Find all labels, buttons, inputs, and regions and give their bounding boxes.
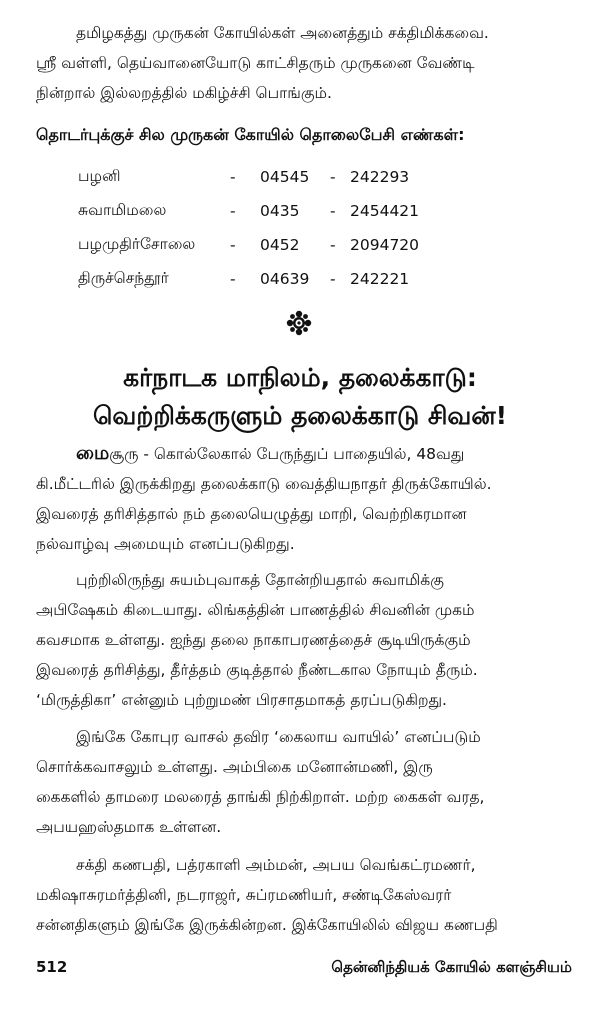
flower-ornament-icon — [286, 310, 312, 336]
article-title-line-2: வெற்றிக்கருளும் தலைக்காடு சிவன்! — [92, 401, 508, 430]
paragraph-3-line-4: அபயஹஸ்தமாக உள்ளன. — [36, 818, 222, 836]
article-paragraph-4 — [36, 850, 576, 940]
separator: - — [330, 168, 336, 186]
separator: - — [330, 202, 336, 220]
intro-line-2: ஸ்ரீ வள்ளி, தெய்வானையோடு காட்சிதரும் முருகனை வேண்டி — [36, 54, 475, 72]
paragraph-2-line-2: அபிஷேகம் கிடையாது. லிங்கத்தின் பாணத்தில் சிவனின் முகம் — [36, 601, 475, 619]
article-paragraph-2 — [36, 565, 576, 715]
paragraph-1-line-2: கி.மீட்டரில் இருக்கிறது தலைக்காடு வைத்தியநாதர் திருக்கோயில். — [36, 475, 492, 493]
paragraph-3-line-1: இங்கே கோபுர வாசல் தவிர ‘கைலாய வாயில்’ எனப்படும் — [76, 728, 481, 746]
paragraph-2-line-1: புற்றிலிருந்து சுயம்புவாகத் தோன்றியதால் சுவாமிக்கு — [76, 571, 444, 589]
separator: - — [330, 236, 336, 254]
std-code: 04639 — [260, 270, 310, 288]
phone-number: 242221 — [350, 270, 410, 288]
temple-name: பழமுதிர்சோலை — [78, 235, 196, 253]
intro-paragraph — [36, 18, 576, 108]
phone-number: 242293 — [350, 168, 410, 186]
phone-number: 2094720 — [350, 236, 420, 254]
phone-row — [78, 228, 518, 262]
separator: - — [230, 202, 236, 220]
phone-list — [78, 160, 518, 296]
paragraph-3-line-3: கைகளில் தாமரை மலரைத் தாங்கி நிற்கிறாள். மற்ற கைகள் வரத, — [36, 788, 485, 806]
paragraph-2-line-3: கவசமாக உள்ளது. ஐந்து தலை நாகாபரணத்தைச் சூடியிருக்கும் — [36, 631, 471, 649]
paragraph-2-line-5: ‘மிருத்திகா’ என்னும் புற்றுமண் பிரசாதமாகத் தரப்படுகிறது. — [36, 691, 447, 709]
separator: - — [230, 236, 236, 254]
article-paragraph-3 — [36, 722, 576, 842]
paragraph-2-line-4: இவரைத் தரிசித்து, தீர்த்தம் குடித்தால் நீண்டகால நோயும் தீரும். — [36, 661, 478, 679]
paragraph-1-line-4: நல்வாழ்வு அமையும் எனப்படுகிறது. — [36, 535, 295, 553]
temple-name: பழனி — [78, 167, 121, 185]
intro-line-1: தமிழகத்து முருகன் கோயில்கள் அனைத்தும் சக்திமிக்கவை. — [76, 24, 489, 42]
paragraph-1-line-1 — [36, 438, 576, 469]
separator: - — [230, 270, 236, 288]
paragraph-4-line-1: சக்தி கணபதி, பத்ரகாளி அம்மன், அபய வெங்கட்ரமணர், — [76, 856, 476, 874]
intro-line-3: நின்றால் இல்லறத்தில் மகிழ்ச்சி பொங்கும். — [36, 84, 332, 102]
page-number: 512 — [36, 958, 68, 976]
article-title-line-1: கர்நாடக மாநிலம், தலைக்காடு: — [123, 363, 477, 392]
book-title: தென்னிந்தியக் கோயில் களஞ்சியம் — [331, 958, 572, 976]
separator: - — [330, 270, 336, 288]
phone-list-heading: தொடர்புக்குச் சில முருகன் கோயில் தொலைபேசி எண்கள்: — [36, 125, 465, 144]
paragraph-1-line-3: இவரைத் தரிசித்தால் நம் தலையெழுத்து மாறி, வெற்றிகரமான — [36, 505, 467, 523]
phone-row — [78, 194, 518, 228]
article-paragraph-1 — [36, 438, 576, 559]
paragraph-4-line-3: சன்னதிகளும் இங்கே இருக்கின்றன. இக்கோயிலில் விஜய கணபதி — [36, 916, 498, 934]
std-code: 0452 — [260, 236, 300, 254]
phone-number: 2454421 — [350, 202, 420, 220]
phone-row — [78, 160, 518, 194]
paragraph-1-line-1-text: சூரு - கொல்லேகால் பேருந்துப் பாதையில், 48வது — [109, 445, 465, 463]
temple-name: சுவாமிமலை — [78, 201, 167, 219]
std-code: 04545 — [260, 168, 310, 186]
drop-lead-letter: மை — [76, 442, 110, 464]
temple-name: திருச்செந்தூர் — [78, 269, 169, 287]
paragraph-3-line-2: சொர்க்கவாசலும் உள்ளது. அம்பிகை மனோன்மணி, இரு — [36, 758, 433, 776]
separator: - — [230, 168, 236, 186]
phone-row — [78, 262, 518, 296]
paragraph-4-line-2: மகிஷாசுரமர்த்தினி, நடராஜர், சுப்ரமணியர், சண்டிகேஸ்வரர் — [36, 886, 452, 904]
std-code: 0435 — [260, 202, 300, 220]
